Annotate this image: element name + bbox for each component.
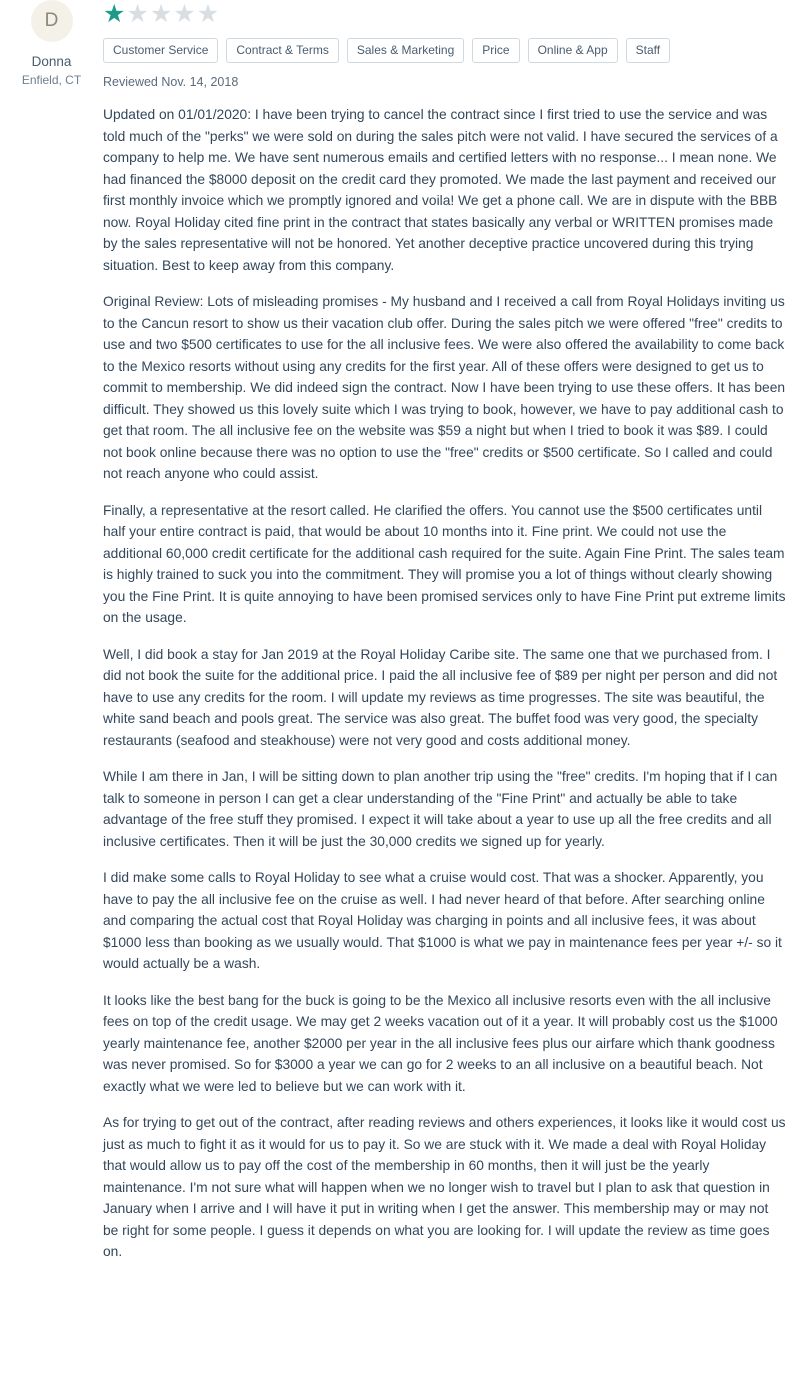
review-paragraph: It looks like the best bang for the buck is going to be the Mexico all inclusive resorts even with the all inclusive fees on top of the credit usage. We may get 2 weeks vacation out of it a year. It will probably cost us the $1000 yearly maintenance fee, another $2000 per year in the all inclusive fees plus our airfare which thank goodness was never promised. So for $3000 a year we can go for 2 weeks to an all inclusive on a beautiful beach. Not exactly what we were led to believe but we can work with it.: [103, 992, 778, 1094]
review-tag[interactable]: Price: [472, 38, 519, 63]
star-icon-1: ★: [103, 0, 127, 28]
author-location: Enfield, CT: [21, 73, 82, 87]
review-content-column: [103, 0, 803, 1263]
reviewed-date: Reviewed Nov. 14, 2018: [103, 75, 239, 89]
review-tag[interactable]: Customer Service: [103, 38, 218, 63]
star-icon-5: ★: [196, 0, 221, 28]
review-author-column: [0, 0, 103, 1263]
review-paragraph: Original Review: Lots of misleading promises - My husband and I received a call from Royal Holidays inviting us to the Cancun resort to show us their vacation club offer. During the sales pitch we were offered "free" credits to use and two $500 certificates to use for the all inclusive fees. We were also offered the availability to come back to the Mexico resorts without using any credits for the first year. All of these offers were designed to get us to commit to membership. We did indeed sign the contract. Now I have been trying to use these offers. It has been difficult. They showed us this lovely suite which I was trying to book, however, we have to pay additional cash to get that room. The all inclusive fee on the website was $59 a night but when I tried to book it was $89. I could not book online because there was no option to use the "free" credits or $500 certificate. So I called and could not reach anyone who could assist.: [103, 294, 786, 481]
review-paragraph: Finally, a representative at the resort called. He clarified the offers. You cannot use the $500 certificates until half your entire contract is paid, that would be about 10 months into it. Fine print. We could not use the additional 60,000 credit certificate for the additional cash required for the suite. Again Fine Print. The sales team is highly trained to suck you into the commitment. They will promise you a lot of things without clearly showing you the Fine Print. It is quite annoying to have been promised services only to have Fine Print put extreme limits on the usage.: [103, 502, 786, 625]
review-paragraph: As for trying to get out of the contract, after reading reviews and others experiences, it looks like it would cost us just as much to fight it as it would for us to pay it. So we are stuck with it. We made a deal with Royal Holiday that would allow us to pay off the cost of the membership in 60 months, then it will just be the yearly maintenance. I'm not sure what will happen when we no longer wish to travel but I plan to ask that question in January when I arrive and I will have it put in writing when I get the answer. This membership may or may not be right for some people. I guess it depends on what you are looking for. I will update the review as time goes on.: [103, 1115, 786, 1259]
review-tag[interactable]: Contract & Terms: [226, 38, 338, 63]
review-paragraph: Updated on 01/01/2020: I have been trying to cancel the contract since I first tried to use the service and was told much of the "perks" we were sold on during the sales pitch were not valid. I have secured the services of a company to help me. We have sent numerous emails and certified letters with no response... I mean none. We had financed the $8000 deposit on the credit card they promoted. We made the last payment and received our first monthly invoice which we promptly ignored and voila! We get a phone call. We are in dispute with the BBB now. Royal Holiday cited fine print in the contract that states basically any verbal or WRITTEN promises made by the sales representative will not be honored. Yet another deceptive practice uncovered during this trying situation. Best to keep away from this company.: [103, 107, 778, 273]
review-body: [103, 104, 787, 1263]
review-tag[interactable]: Online & App: [528, 38, 618, 63]
star-icon-4: ★: [173, 0, 197, 28]
author-name: Donna: [31, 54, 72, 69]
review-tag-list: [103, 38, 787, 63]
review-tag[interactable]: Staff: [626, 38, 670, 63]
star-rating: [103, 0, 787, 30]
star-icon-2: ★: [126, 0, 150, 28]
star-icon-3: ★: [149, 0, 174, 28]
review-paragraph: Well, I did book a stay for Jan 2019 at the Royal Holiday Caribe site. The same one that we purchased from. I did not book the suite for the additional price. I paid the all inclusive fee of $89 per night per person and did not have to use any credits for the room. I will update my reviews as time progresses. The site was beautiful, the white sand beach and pools great. The service was also great. The buffet food was very good, the specialty restaurants (seafood and steakhouse) were not very good and costs additional money.: [103, 646, 778, 748]
avatar: D: [31, 0, 73, 42]
review-paragraph: While I am there in Jan, I will be sitting down to plan another trip using the "free" credits. I'm hoping that if I can talk to someone in person I can get a clear understanding of the "Fine Print" and actually be able to take advantage of the free stuff they promised. I expect it will take about a year to use up all the free credits and all inclusive certificates. Then it will be just the 30,000 credits we signed up for yearly.: [103, 769, 778, 849]
review-paragraph: I did make some calls to Royal Holiday to see what a cruise would cost. That was a shocker. Apparently, you have to pay the all inclusive fee on the cruise as well. I had never heard of that before. After searching online and comparing the actual cost that Royal Holiday was charging in points and all inclusive fees, it was about $1000 less than booking as we usually would. That $1000 is what we pay in maintenance fees per year +/- so it would actually be a wash.: [103, 870, 782, 971]
review-tag[interactable]: Sales & Marketing: [347, 38, 464, 63]
